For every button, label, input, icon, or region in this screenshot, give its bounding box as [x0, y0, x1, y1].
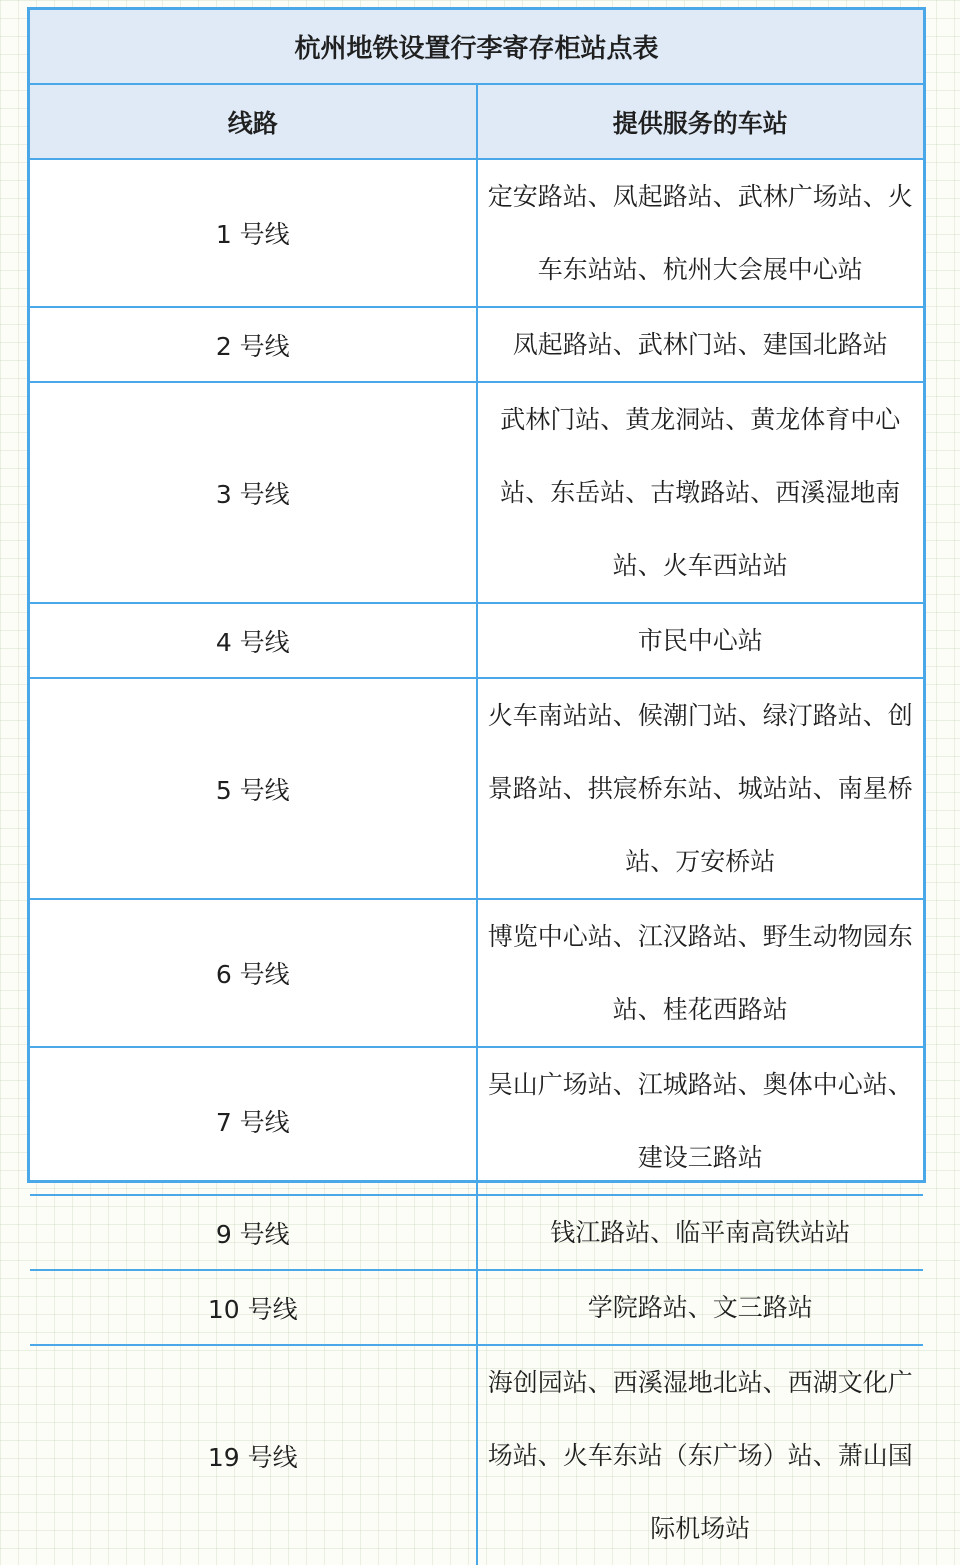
line-cell: 4 号线 [30, 603, 477, 678]
stations-cell: 钱江路站、临平南高铁站站 [477, 1195, 924, 1270]
table-row [30, 1195, 923, 1270]
stations-cell: 武林门站、黄龙洞站、黄龙体育中心站、东岳站、古墩路站、西溪湿地南站、火车西站站 [477, 382, 924, 603]
table-row [30, 1270, 923, 1345]
table-row [30, 307, 923, 382]
luggage-locker-table [27, 7, 926, 1543]
stations-cell: 市民中心站 [477, 603, 924, 678]
table-title: 杭州地铁设置行李寄存柜站点表 [30, 10, 923, 84]
stations-cell: 凤起路站、武林门站、建国北路站 [477, 307, 924, 382]
table-row [30, 603, 923, 678]
line-cell: 3 号线 [30, 382, 477, 603]
line-cell: 9 号线 [30, 1195, 477, 1270]
line-cell: 10 号线 [30, 1270, 477, 1345]
stations-cell: 火车南站站、候潮门站、绿汀路站、创景路站、拱宸桥东站、城站站、南星桥站、万安桥站 [477, 678, 924, 899]
stations-cell: 海创园站、西溪湿地北站、西湖文化广场站、火车东站（东广场）站、萧山国际机场站 [477, 1345, 924, 1565]
table-row [30, 1345, 923, 1565]
table-row [30, 678, 923, 899]
stations-cell: 定安路站、凤起路站、武林广场站、火车东站站、杭州大会展中心站 [477, 159, 924, 307]
station-table [30, 10, 923, 1565]
table-row [30, 159, 923, 307]
stations-cell: 博览中心站、江汉路站、野生动物园东站、桂花西路站 [477, 899, 924, 1047]
header-line: 线路 [30, 84, 477, 159]
line-cell: 7 号线 [30, 1047, 477, 1195]
header-stations: 提供服务的车站 [477, 84, 924, 159]
line-cell: 19 号线 [30, 1345, 477, 1565]
table-row [30, 899, 923, 1047]
line-cell: 5 号线 [30, 678, 477, 899]
line-cell: 6 号线 [30, 899, 477, 1047]
line-cell: 2 号线 [30, 307, 477, 382]
line-cell: 1 号线 [30, 159, 477, 307]
table-row [30, 382, 923, 603]
stations-cell: 吴山广场站、江城路站、奥体中心站、建设三路站 [477, 1047, 924, 1195]
table-row [30, 1047, 923, 1195]
stations-cell: 学院路站、文三路站 [477, 1270, 924, 1345]
